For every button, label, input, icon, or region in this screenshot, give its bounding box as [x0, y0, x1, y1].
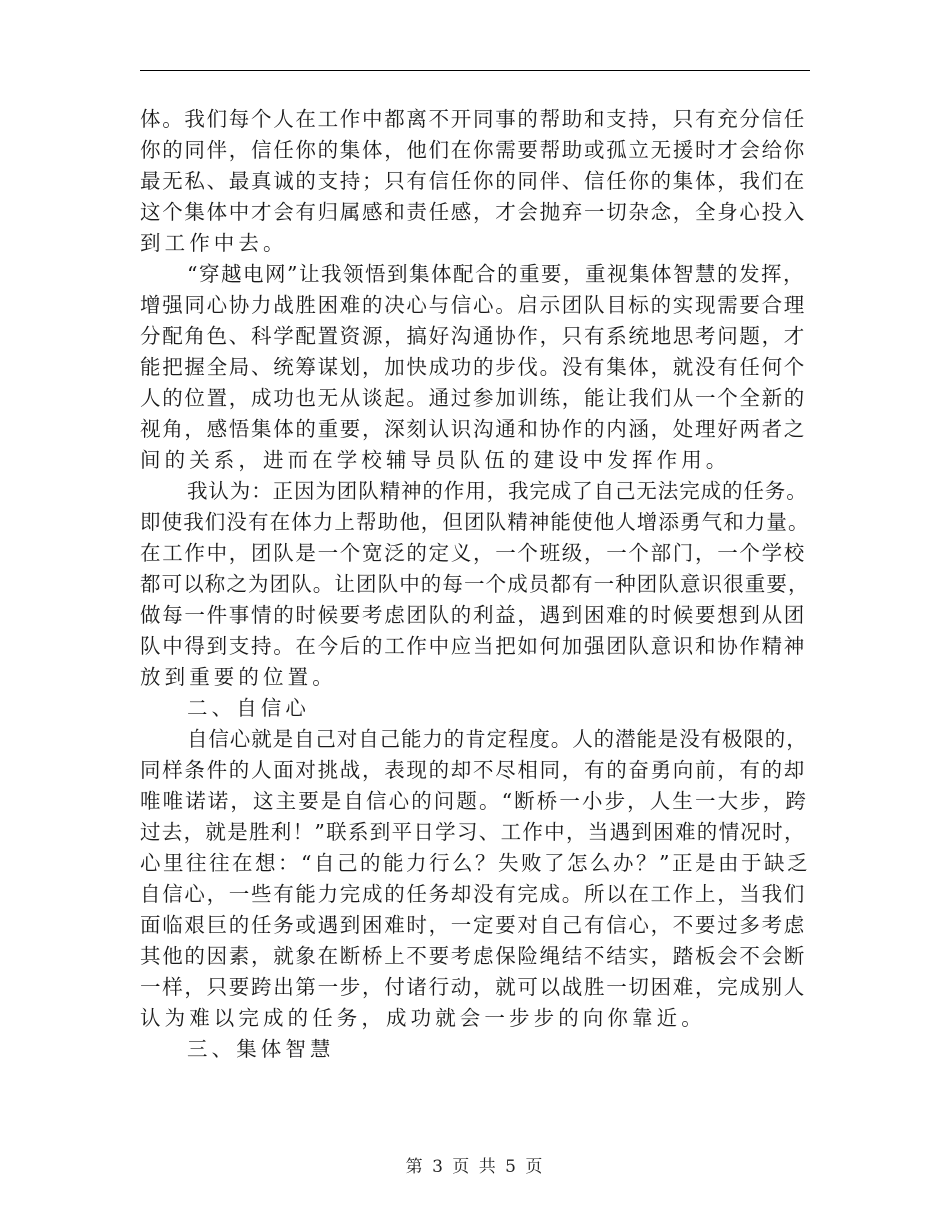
text-line: 一样，只要跨出第一步，付诸行动，就可以战胜一切困难，完成别人 — [140, 975, 806, 999]
text-line: 最无私、最真诚的支持；只有信任你的同伴、信任你的集体，我们在 — [140, 169, 806, 193]
text-line: “穿越电网”让我领悟到集体配合的重要，重视集体智慧的发挥， — [187, 262, 805, 286]
header-rule — [140, 70, 810, 71]
text-line: 我认为：正因为团队精神的作用，我完成了自己无法完成的任务。 — [187, 479, 808, 503]
text-line: 即使我们没有在体力上帮助他，但团队精神能使他人增添勇气和力量。 — [140, 510, 810, 534]
text-line: 做每一件事情的时候要考虑团队的利益，遇到困难的时候要想到从团 — [140, 603, 806, 627]
text-line: 其他的因素，就象在断桥上不要考虑保险绳结不结实，踏板会不会断 — [140, 944, 806, 968]
text-line: 你的同伴，信任你的集体，他们在你需要帮助或孤立无援时才会给你 — [140, 138, 806, 162]
text-line: 体。我们每个人在工作中都离不开同事的帮助和支持，只有充分信任 — [140, 107, 806, 131]
text-line: 在工作中，团队是一个宽泛的定义，一个班级，一个部门，一个学校 — [140, 541, 806, 565]
text-line: 能把握全局、统筹谋划，加快成功的步伐。没有集体，就没有任何个 — [140, 355, 806, 379]
text-line: 放到重要的位置。 — [140, 665, 337, 689]
text-line: 间的关系，进而在学校辅导员队伍的建设中发挥作用。 — [140, 448, 731, 472]
text-line: 面临艰巨的任务或遇到困难时，一定要对自己有信心，不要过多考虑 — [140, 913, 806, 937]
text-line: 人的位置，成功也无从谈起。通过参加训练，能让我们从一个全新的 — [140, 386, 806, 410]
document-body — [140, 104, 810, 1065]
text-line: 过去，就是胜利！”联系到平日学习、工作中，当遇到困难的情况时， — [140, 820, 806, 844]
text-line: 分配角色、科学配置资源，搞好沟通协作，只有系统地思考问题，才 — [140, 324, 806, 348]
text-line: 三、集体智慧 — [187, 1037, 335, 1061]
text-line: 心里往往在想：“自己的能力行么？失败了怎么办？”正是由于缺乏 — [140, 851, 810, 875]
text-line: 增强同心协力战胜困难的决心与信心。启示团队目标的实现需要合理 — [140, 293, 806, 317]
text-line: 这个集体中才会有归属感和责任感，才会抛弃一切杂念，全身心投入 — [140, 200, 806, 224]
text-line: 队中得到支持。在今后的工作中应当把如何加强团队意识和协作精神 — [140, 634, 806, 658]
text-line: 视角，感悟集体的重要，深刻认识沟通和协作的内涵，处理好两者之 — [140, 417, 806, 441]
text-line: 自信心，一些有能力完成的任务却没有完成。所以在工作上，当我们 — [140, 882, 806, 906]
text-line: 自信心就是自己对自己能力的肯定程度。人的潜能是没有极限的， — [187, 727, 808, 751]
text-line: 唯唯诺诺，这主要是自信心的问题。“断桥一小步，人生一大步，跨 — [140, 789, 808, 813]
text-line: 认为难以完成的任务，成功就会一步步的向你靠近。 — [140, 1006, 706, 1030]
text-line: 二、自信心 — [187, 696, 310, 720]
text-line: 同样条件的人面对挑战，表现的却不尽相同，有的奋勇向前，有的却 — [140, 758, 806, 782]
text-line: 到工作中去。 — [140, 231, 288, 255]
page-footer: 第 3 页 共 5 页 — [405, 1157, 545, 1177]
text-line: 都可以称之为团队。让团队中的每一个成员都有一种团队意识很重要， — [140, 572, 810, 596]
